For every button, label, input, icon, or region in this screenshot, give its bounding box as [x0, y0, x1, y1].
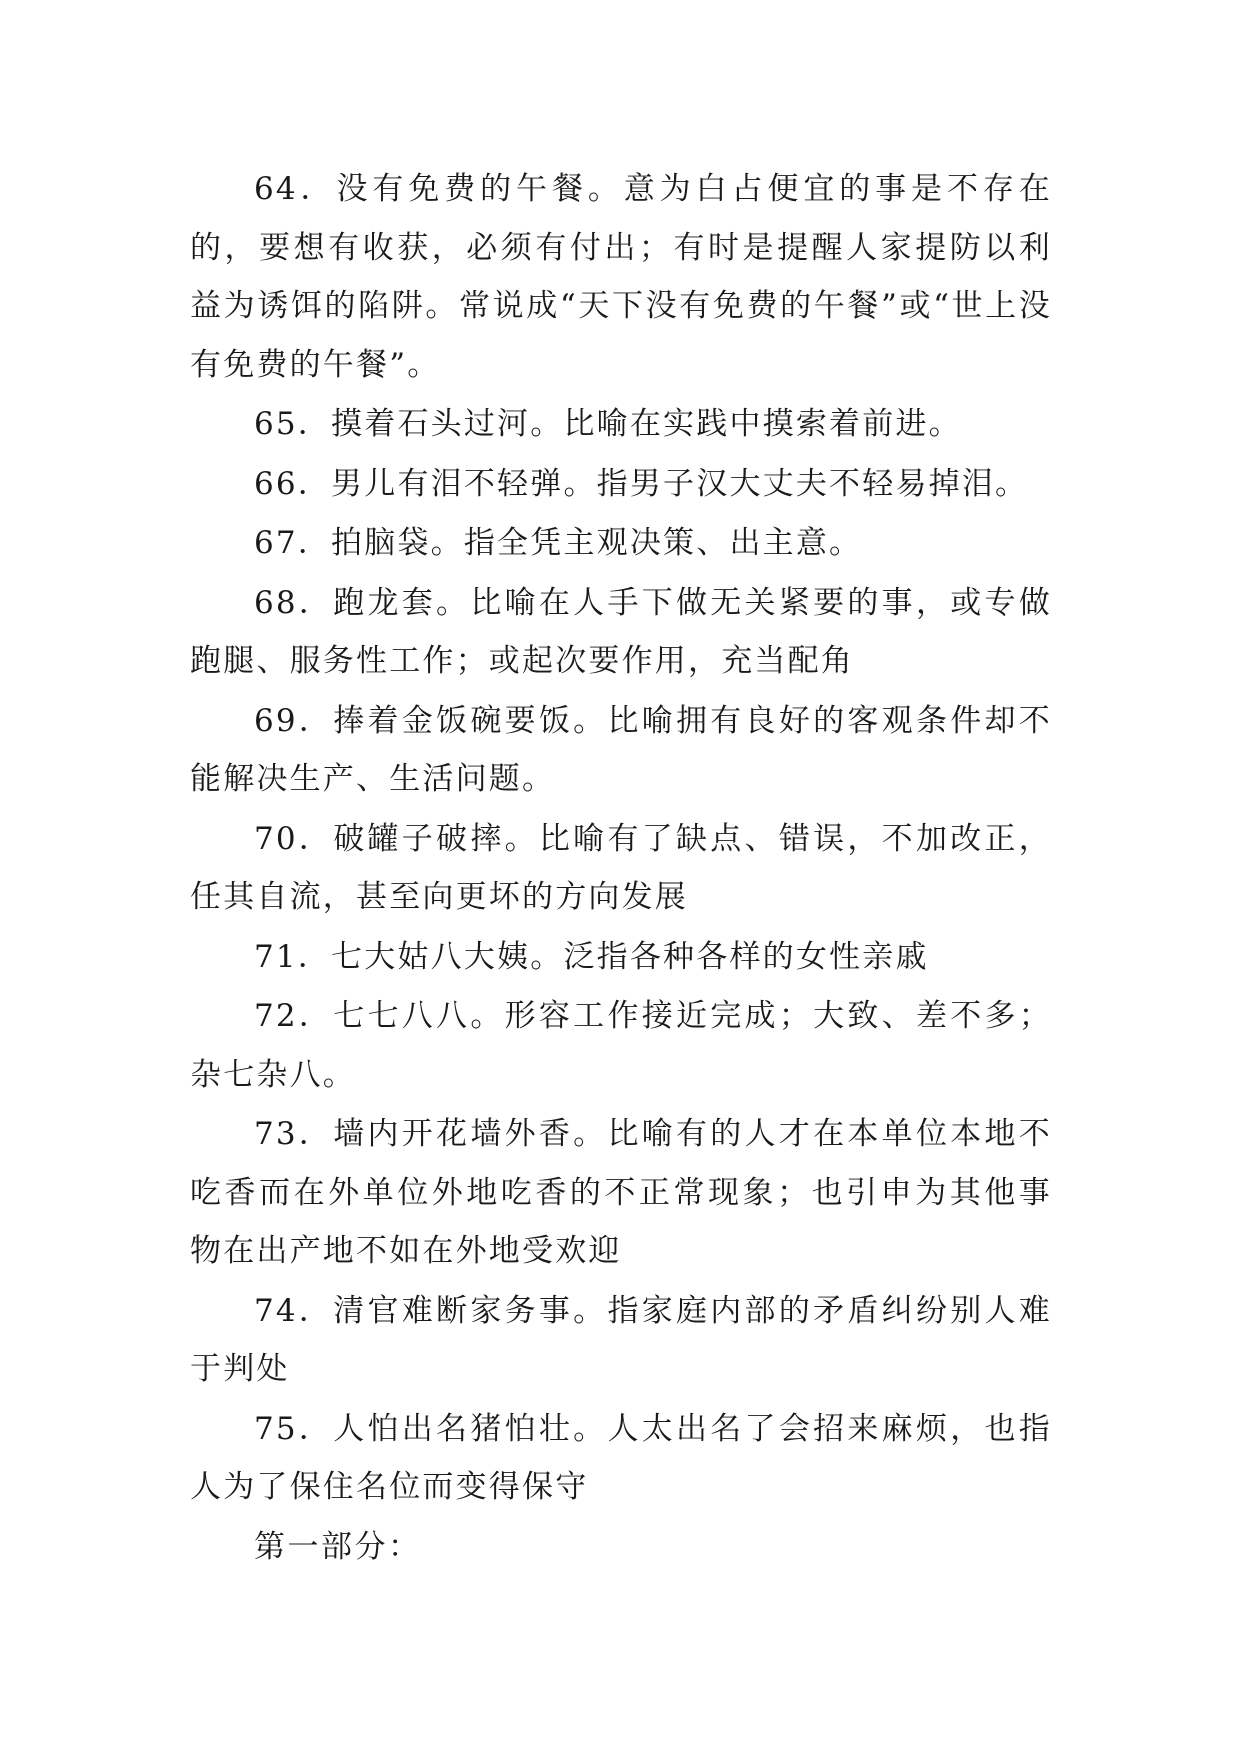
paragraph-72: 72．七七八八。形容工作接近完成；大致、差不多；杂七杂八。 [190, 998, 1052, 1093]
paragraph-68: 68．跑龙套。比喻在人手下做无关紧要的事，或专做跑腿、服务性工作；或起次要作用，充当配角 [190, 584, 1052, 679]
paragraph-67: 67．拍脑袋。指全凭主观决策、出主意。 [254, 525, 863, 561]
paragraph-73: 73．墙内开花墙外香。比喻有的人才在本单位本地不吃香而在外单位外地吃香的不正常现象；也引申为其他事物在出产地不如在外地受欢迎 [190, 1116, 1052, 1269]
paragraph-69: 69．捧着金饭碗要饭。比喻拥有良好的客观条件却不能解决生产、生活问题。 [190, 702, 1052, 797]
paragraph-75: 75．人怕出名猪怕壮。人太出名了会招来麻烦，也指人为了保住名位而变得保守 [190, 1410, 1052, 1505]
section-heading: 第一部分： [254, 1528, 422, 1565]
paragraph-66: 66．男儿有泪不轻弹。指男子汉大丈夫不轻易掉泪。 [254, 465, 1029, 502]
paragraph-65: 65．摸着石头过河。比喻在实践中摸索着前进。 [254, 406, 962, 442]
paragraph-64: 64．没有免费的午餐。意为白占便宜的事是不存在的，要想有收获，必须有付出；有时是提醒人家提防以利益为诱饵的陷阱。常说成“天下没有免费的午餐”或“世上没有免费的午餐”。 [190, 171, 1052, 383]
paragraph-71: 71．七大姑八大姨。泛指各种各样的女性亲戚 [254, 938, 929, 975]
paragraph-74: 74．清官难断家务事。指家庭内部的矛盾纠纷别人难于判处 [190, 1292, 1052, 1387]
document-body [190, 160, 1052, 1577]
paragraph-70: 70．破罐子破摔。比喻有了缺点、错误，不加改正，任其自流，甚至向更坏的方向发展 [190, 820, 1052, 915]
